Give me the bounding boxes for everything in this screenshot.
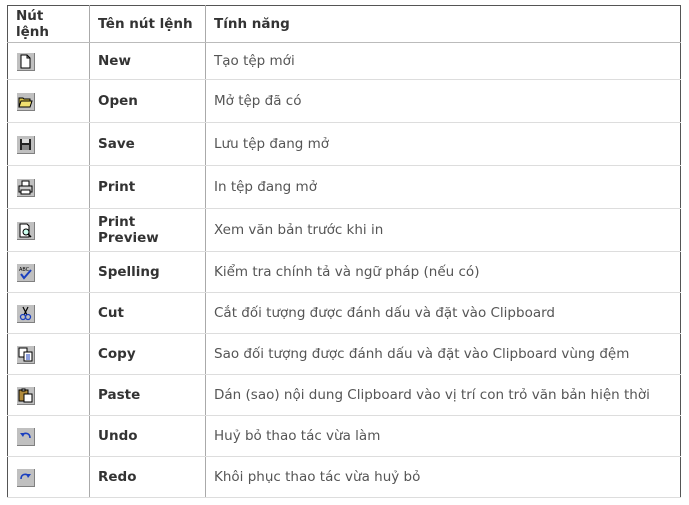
command-icon-cell	[8, 43, 90, 80]
spelling-check-icon[interactable]	[16, 263, 35, 282]
copy-icon[interactable]	[16, 345, 35, 364]
new-document-icon[interactable]	[16, 52, 35, 71]
command-icon-cell	[8, 209, 90, 252]
command-name: Copy	[90, 334, 206, 375]
command-table	[7, 5, 681, 498]
command-icon-cell	[8, 123, 90, 166]
command-icon-cell	[8, 252, 90, 293]
command-description: Mở tệp đã có	[206, 80, 681, 123]
command-description: Sao đối tượng được đánh dấu và đặt vào Clipboard vùng đệm	[206, 334, 681, 375]
command-description: Dán (sao) nội dung Clipboard vào vị trí con trỏ văn bản hiện thời	[206, 375, 681, 416]
command-description: Khôi phục thao tác vừa huỷ bỏ	[206, 457, 681, 498]
header-name-column: Tên nút lệnh	[90, 6, 206, 43]
header-function-column: Tính năng	[206, 6, 681, 43]
command-description: Tạo tệp mới	[206, 43, 681, 80]
command-icon-cell	[8, 334, 90, 375]
svg-text:ABC: ABC	[19, 266, 30, 273]
command-description: Xem văn bản trước khi in	[206, 209, 681, 252]
command-icon-cell	[8, 375, 90, 416]
table-row	[8, 416, 681, 457]
command-name: New	[90, 43, 206, 80]
command-name: Undo	[90, 416, 206, 457]
command-icon-cell	[8, 166, 90, 209]
table-header-row	[8, 6, 681, 43]
command-icon-cell	[8, 80, 90, 123]
command-icon-cell	[8, 416, 90, 457]
save-disk-icon[interactable]	[16, 135, 35, 154]
table-row	[8, 166, 681, 209]
scissors-icon[interactable]	[16, 304, 35, 323]
command-description: In tệp đang mở	[206, 166, 681, 209]
command-description: Lưu tệp đang mở	[206, 123, 681, 166]
table-body	[8, 43, 681, 498]
command-name: Cut	[90, 293, 206, 334]
table-row	[8, 293, 681, 334]
table-row	[8, 334, 681, 375]
table-row	[8, 457, 681, 498]
table-row	[8, 80, 681, 123]
command-icon-cell	[8, 293, 90, 334]
print-preview-icon[interactable]	[16, 221, 35, 240]
command-name: Spelling	[90, 252, 206, 293]
table-row	[8, 375, 681, 416]
command-icon-cell	[8, 457, 90, 498]
command-name: Open	[90, 80, 206, 123]
table-row	[8, 209, 681, 252]
undo-arrow-icon[interactable]	[16, 427, 35, 446]
command-description: Kiểm tra chính tả và ngữ pháp (nếu có)	[206, 252, 681, 293]
command-name: Print Preview	[90, 209, 206, 252]
header-icon-column: Nút lệnh	[8, 6, 90, 43]
command-name: Save	[90, 123, 206, 166]
table-row	[8, 252, 681, 293]
command-name: Paste	[90, 375, 206, 416]
redo-arrow-icon[interactable]	[16, 468, 35, 487]
command-description: Cắt đối tượng được đánh dấu và đặt vào Clipboard	[206, 293, 681, 334]
command-name: Redo	[90, 457, 206, 498]
printer-icon[interactable]	[16, 178, 35, 197]
command-name: Print	[90, 166, 206, 209]
command-description: Huỷ bỏ thao tác vừa làm	[206, 416, 681, 457]
table-row	[8, 43, 681, 80]
table-row	[8, 123, 681, 166]
open-folder-icon[interactable]	[16, 92, 35, 111]
paste-clipboard-icon[interactable]	[16, 386, 35, 405]
